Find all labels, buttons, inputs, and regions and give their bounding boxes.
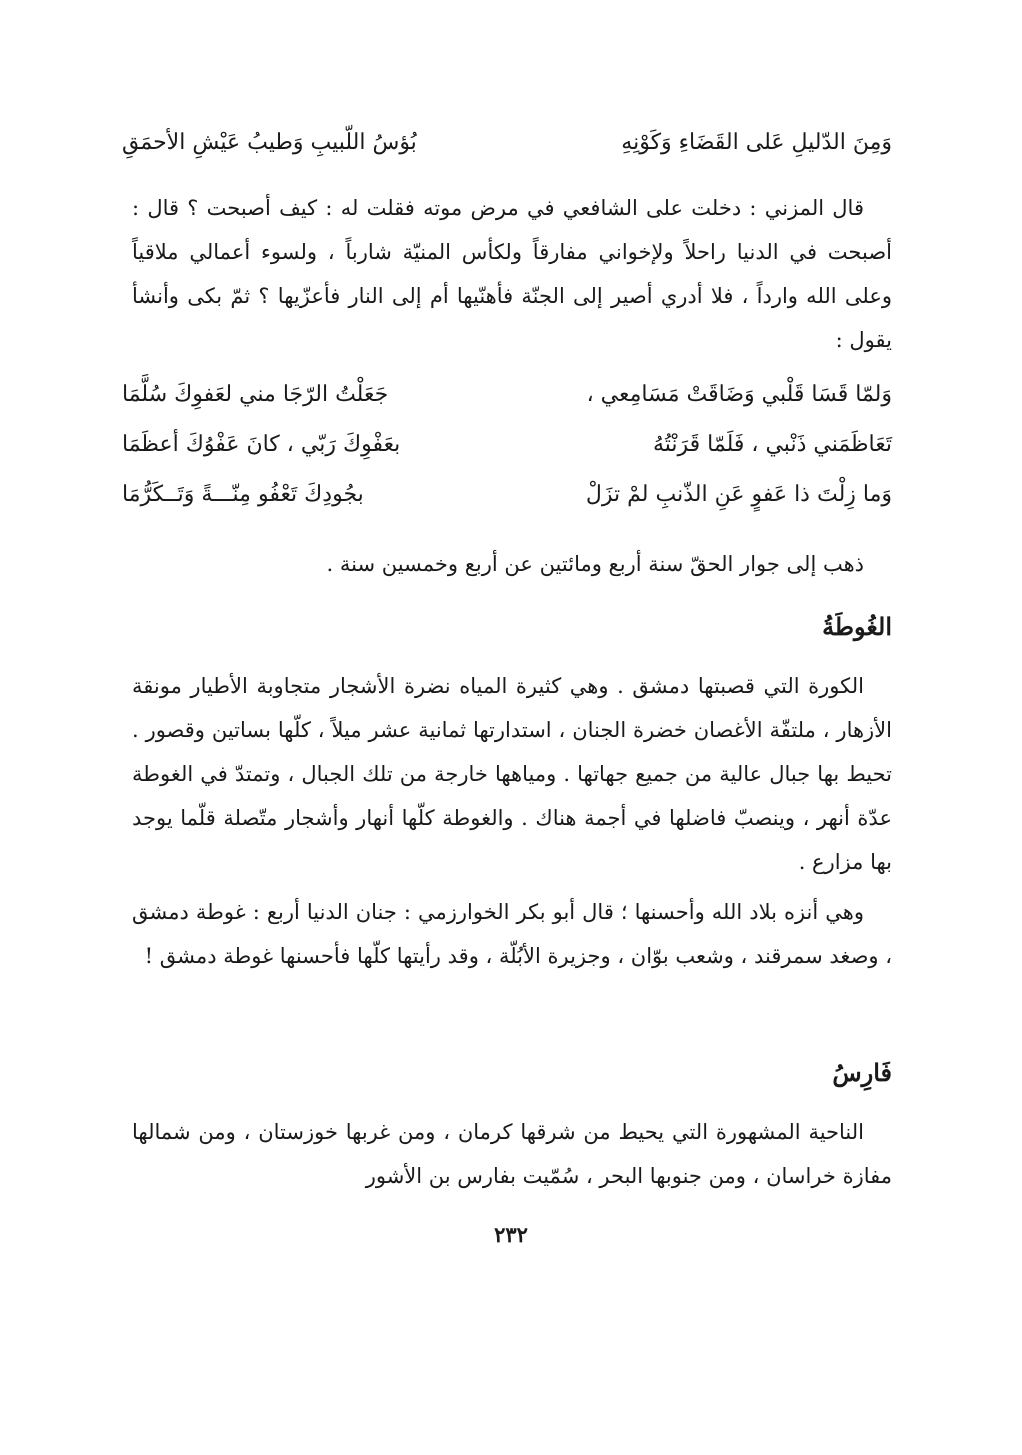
verse-top-first-hemistich: وَمِنَ الدّليلِ عَلى القَضَاءِ وَكَوْنِهِ: [621, 130, 892, 155]
poem-verse-3-second: بجُودِكَ تَعْفُو مِنّـــةً وَتَــكَرُّمَا: [122, 482, 364, 507]
poem-verse-3: [122, 482, 892, 507]
poem-verse-1-second: جَعَلْتُ الرّجَا مني لعَفوِكَ سُلَّمَا: [122, 382, 389, 407]
page-number: ٢٣٢: [494, 1222, 528, 1247]
poem-verse-1: [122, 382, 892, 407]
poem-verse-3-first: وَما زِلْتَ ذا عَفوٍ عَنِ الذّنبِ لمْ تزَلْ: [585, 482, 892, 507]
paragraph-muzani-shafii: قال المزني : دخلت على الشافعي في مرض موته فقلت له : كيف أصبحت ؟ قال : أصبحت في الدنيا راحلاً ولإخواني مفارقاً ولكأس المنيّة شارباً ، ولسوء أعمالي ملاقياً وعلى الله وارداً ، فلا أدري أصير إلى الجنّة فأهنّيها أم إلى النار فأعزّيها ؟ ثمّ بكى وأنشأ يقول :: [132, 196, 892, 352]
heading-ghouta: الغُوطَةُ: [822, 612, 892, 641]
paragraph-death-date: ذهب إلى جوار الحقّ سنة أربع ومائتين عن أربع وخمسين سنة .: [326, 552, 864, 576]
paragraph-fars-description: الناحية المشهورة التي يحيط من شرقها كرمان ، ومن غربها خوزستان ، ومن شمالها مفازة خراسان ، ومن جنوبها البحر ، سُمّيت بفارس بن الأشور: [132, 1120, 892, 1188]
poem-verse-2: [122, 432, 892, 457]
poem-verse-2-first: تَعَاظَمَني ذَنْبي ، فَلَمّا قَرَنْتُهُ: [652, 432, 892, 457]
paragraph-ghouta-description: الكورة التي قصبتها دمشق . وهي كثيرة المياه نضرة الأشجار متجاوبة الأطيار مونقة الأزهار ، ملتفّة الأغصان خضرة الجنان ، استدارتها ثمانية عشر ميلاً ، كلّها بساتين وقصور . تحيط بها جبال عالية من جميع جهاتها . ومياهها خارجة من تلك الجبال ، وتمتدّ في الغوطة عدّة أنهر ، وينصبّ فاضلها في أجمة هناك . والغوطة كلّها أنهار وأشجار متّصلة قلّما يوجد بها مزارع .: [132, 674, 892, 874]
paragraph-ghouta-khwarizmi: وهي أنزه بلاد الله وأحسنها ؛ قال أبو بكر الخوارزمي : جنان الدنيا أربع : غوطة دمشق ، وصغد سمرقند ، وشعب بوّان ، وجزيرة الأبُلّة ، وقد رأيتها كلّها فأحسنها غوطة دمشق !: [132, 900, 892, 968]
poem-verse-1-first: وَلمّا قَسَا قَلْبي وَضَاقَتْ مَسَامِعي ،: [586, 382, 892, 407]
poem-verse-2-second: بعَفْوِكَ رَبّي ، كانَ عَفْوُكَ أعظَمَا: [122, 432, 401, 457]
verse-top: [122, 130, 892, 155]
heading-fars: فَارِسُ: [832, 1058, 892, 1087]
verse-top-second-hemistich: بُؤسُ اللّبيبِ وَطيبُ عَيْشِ الأحمَقِ: [122, 130, 417, 155]
